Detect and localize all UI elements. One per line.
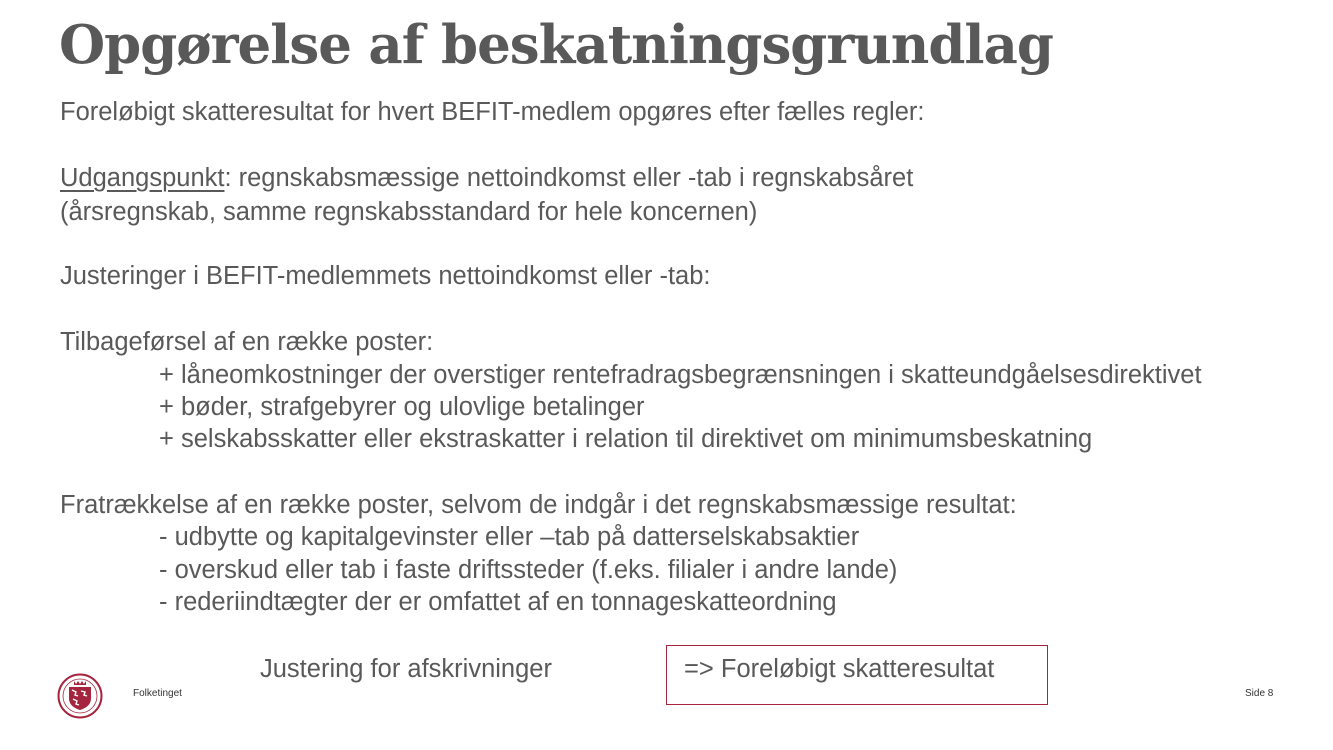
result-box (666, 645, 1048, 705)
deductions-heading: Fratrækkelse af en række poster, selvom de indgår i det regnskabsmæssige resultat: (60, 491, 1017, 519)
starting-point-label: Udgangspunkt (60, 164, 225, 192)
starting-point-line (60, 163, 913, 193)
result-text: => Foreløbigt skatteresultat (684, 655, 995, 683)
addbacks-heading: Tilbageførsel af en række poster: (60, 328, 434, 356)
deduction-item: - overskud eller tab i faste driftssteder (f.eks. filialer i andre lande) (159, 556, 898, 584)
starting-point-text-2: (årsregnskab, samme regnskabsstandard for hele koncernen) (60, 198, 758, 226)
deduction-item: - udbytte og kapitalgevinster eller –tab på datterselskabsaktier (159, 523, 860, 551)
starting-point-text: : regnskabsmæssige nettoindkomst eller -tab i regnskabsåret (224, 164, 914, 192)
depreciation-adjustment: Justering for afskrivninger (260, 655, 552, 683)
addback-item: + låneomkostninger der overstiger rentefradragsbegrænsningen i skatteundgåelsesdirektivet (159, 361, 1202, 389)
addback-item: + selskabsskatter eller ekstraskatter i relation til direktivet om minimumsbeskatning (159, 425, 1093, 453)
addback-item: + bøder, strafgebyrer og ulovlige betalinger (159, 393, 645, 421)
adjustments-heading: Justeringer i BEFIT-medlemmets nettoindkomst eller -tab: (60, 262, 711, 290)
footer-organization: Folketinget (133, 688, 182, 699)
folketinget-logo-icon (57, 673, 103, 719)
slide-title: Opgørelse af beskatningsgrundlag (59, 14, 1053, 76)
deduction-item: - rederiindtægter der er omfattet af en tonnageskatteordning (159, 588, 837, 616)
page-number: Side 8 (1245, 688, 1274, 699)
intro-text: Foreløbigt skatteresultat for hvert BEFIT-medlem opgøres efter fælles regler: (60, 98, 925, 126)
